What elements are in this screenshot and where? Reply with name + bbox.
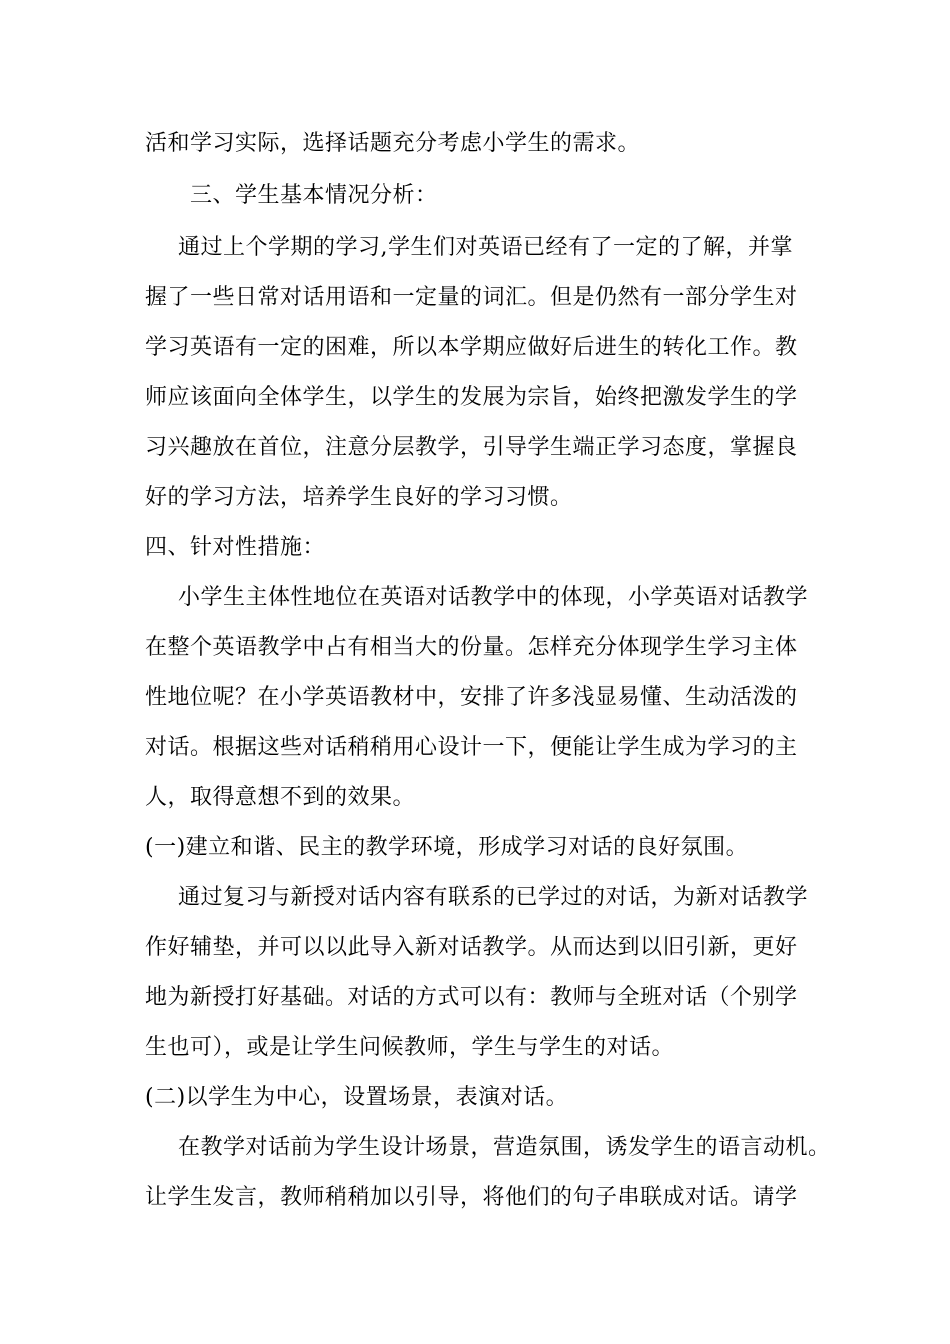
text-line: 作好辅垫，并可以以此导入新对话教学。从而达到以旧引新，更好 <box>145 935 798 960</box>
text-line: 让学生发言，教师稍稍加以引导，将他们的句子串联成对话。请学 <box>145 1185 798 1210</box>
text-line: 对话。根据这些对话稍稍用心设计一下，便能让学生成为学习的主 <box>145 735 798 760</box>
text-line: 小学生主体性地位在英语对话教学中的体现，小学英语对话教学 <box>178 585 809 610</box>
text-line: 握了一些日常对话用语和一定量的词汇。但是仍然有一部分学生对 <box>145 285 798 310</box>
text-line: 性地位呢？在小学英语教材中，安排了许多浅显易懂、生动活泼的 <box>145 685 798 710</box>
text-line: 学习英语有一定的困难，所以本学期应做好后进生的转化工作。教 <box>145 335 798 360</box>
subsection-heading: (一)建立和谐、民主的教学环境，形成学习对话的良好氛围。 <box>145 835 749 860</box>
section-heading: 四、针对性措施： <box>145 535 326 560</box>
text-line: 活和学习实际，选择话题充分考虑小学生的需求。 <box>145 131 641 156</box>
text-line: 师应该面向全体学生，以学生的发展为宗旨，始终把激发学生的学 <box>145 385 798 410</box>
text-line: 好的学习方法，培养学生良好的学习习惯。 <box>145 485 573 510</box>
text-line: 在整个英语教学中占有相当大的份量。怎样充分体现学生学习主体 <box>145 635 798 660</box>
text-line: 地为新授打好基础。对话的方式可以有：教师与全班对话（个别学 <box>145 985 798 1010</box>
text-line: 习兴趣放在首位，注意分层教学，引导学生端正学习态度，掌握良 <box>145 435 798 460</box>
text-line: 人，取得意想不到的效果。 <box>145 785 416 810</box>
section-heading: 三、学生基本情况分析： <box>190 183 438 208</box>
subsection-heading: (二)以学生为中心，设置场景，表演对话。 <box>145 1085 569 1110</box>
text-line: 通过上个学期的学习,学生们对英语已经有了一定的了解，并掌 <box>178 235 793 260</box>
text-line: 在教学对话前为学生设计场景，营造氛围，诱发学生的语言动机。 <box>178 1135 831 1160</box>
text-line: 生也可），或是让学生问候教师，学生与学生的对话。 <box>145 1035 675 1060</box>
text-line: 通过复习与新授对话内容有联系的已学过的对话，为新对话教学 <box>178 885 809 910</box>
